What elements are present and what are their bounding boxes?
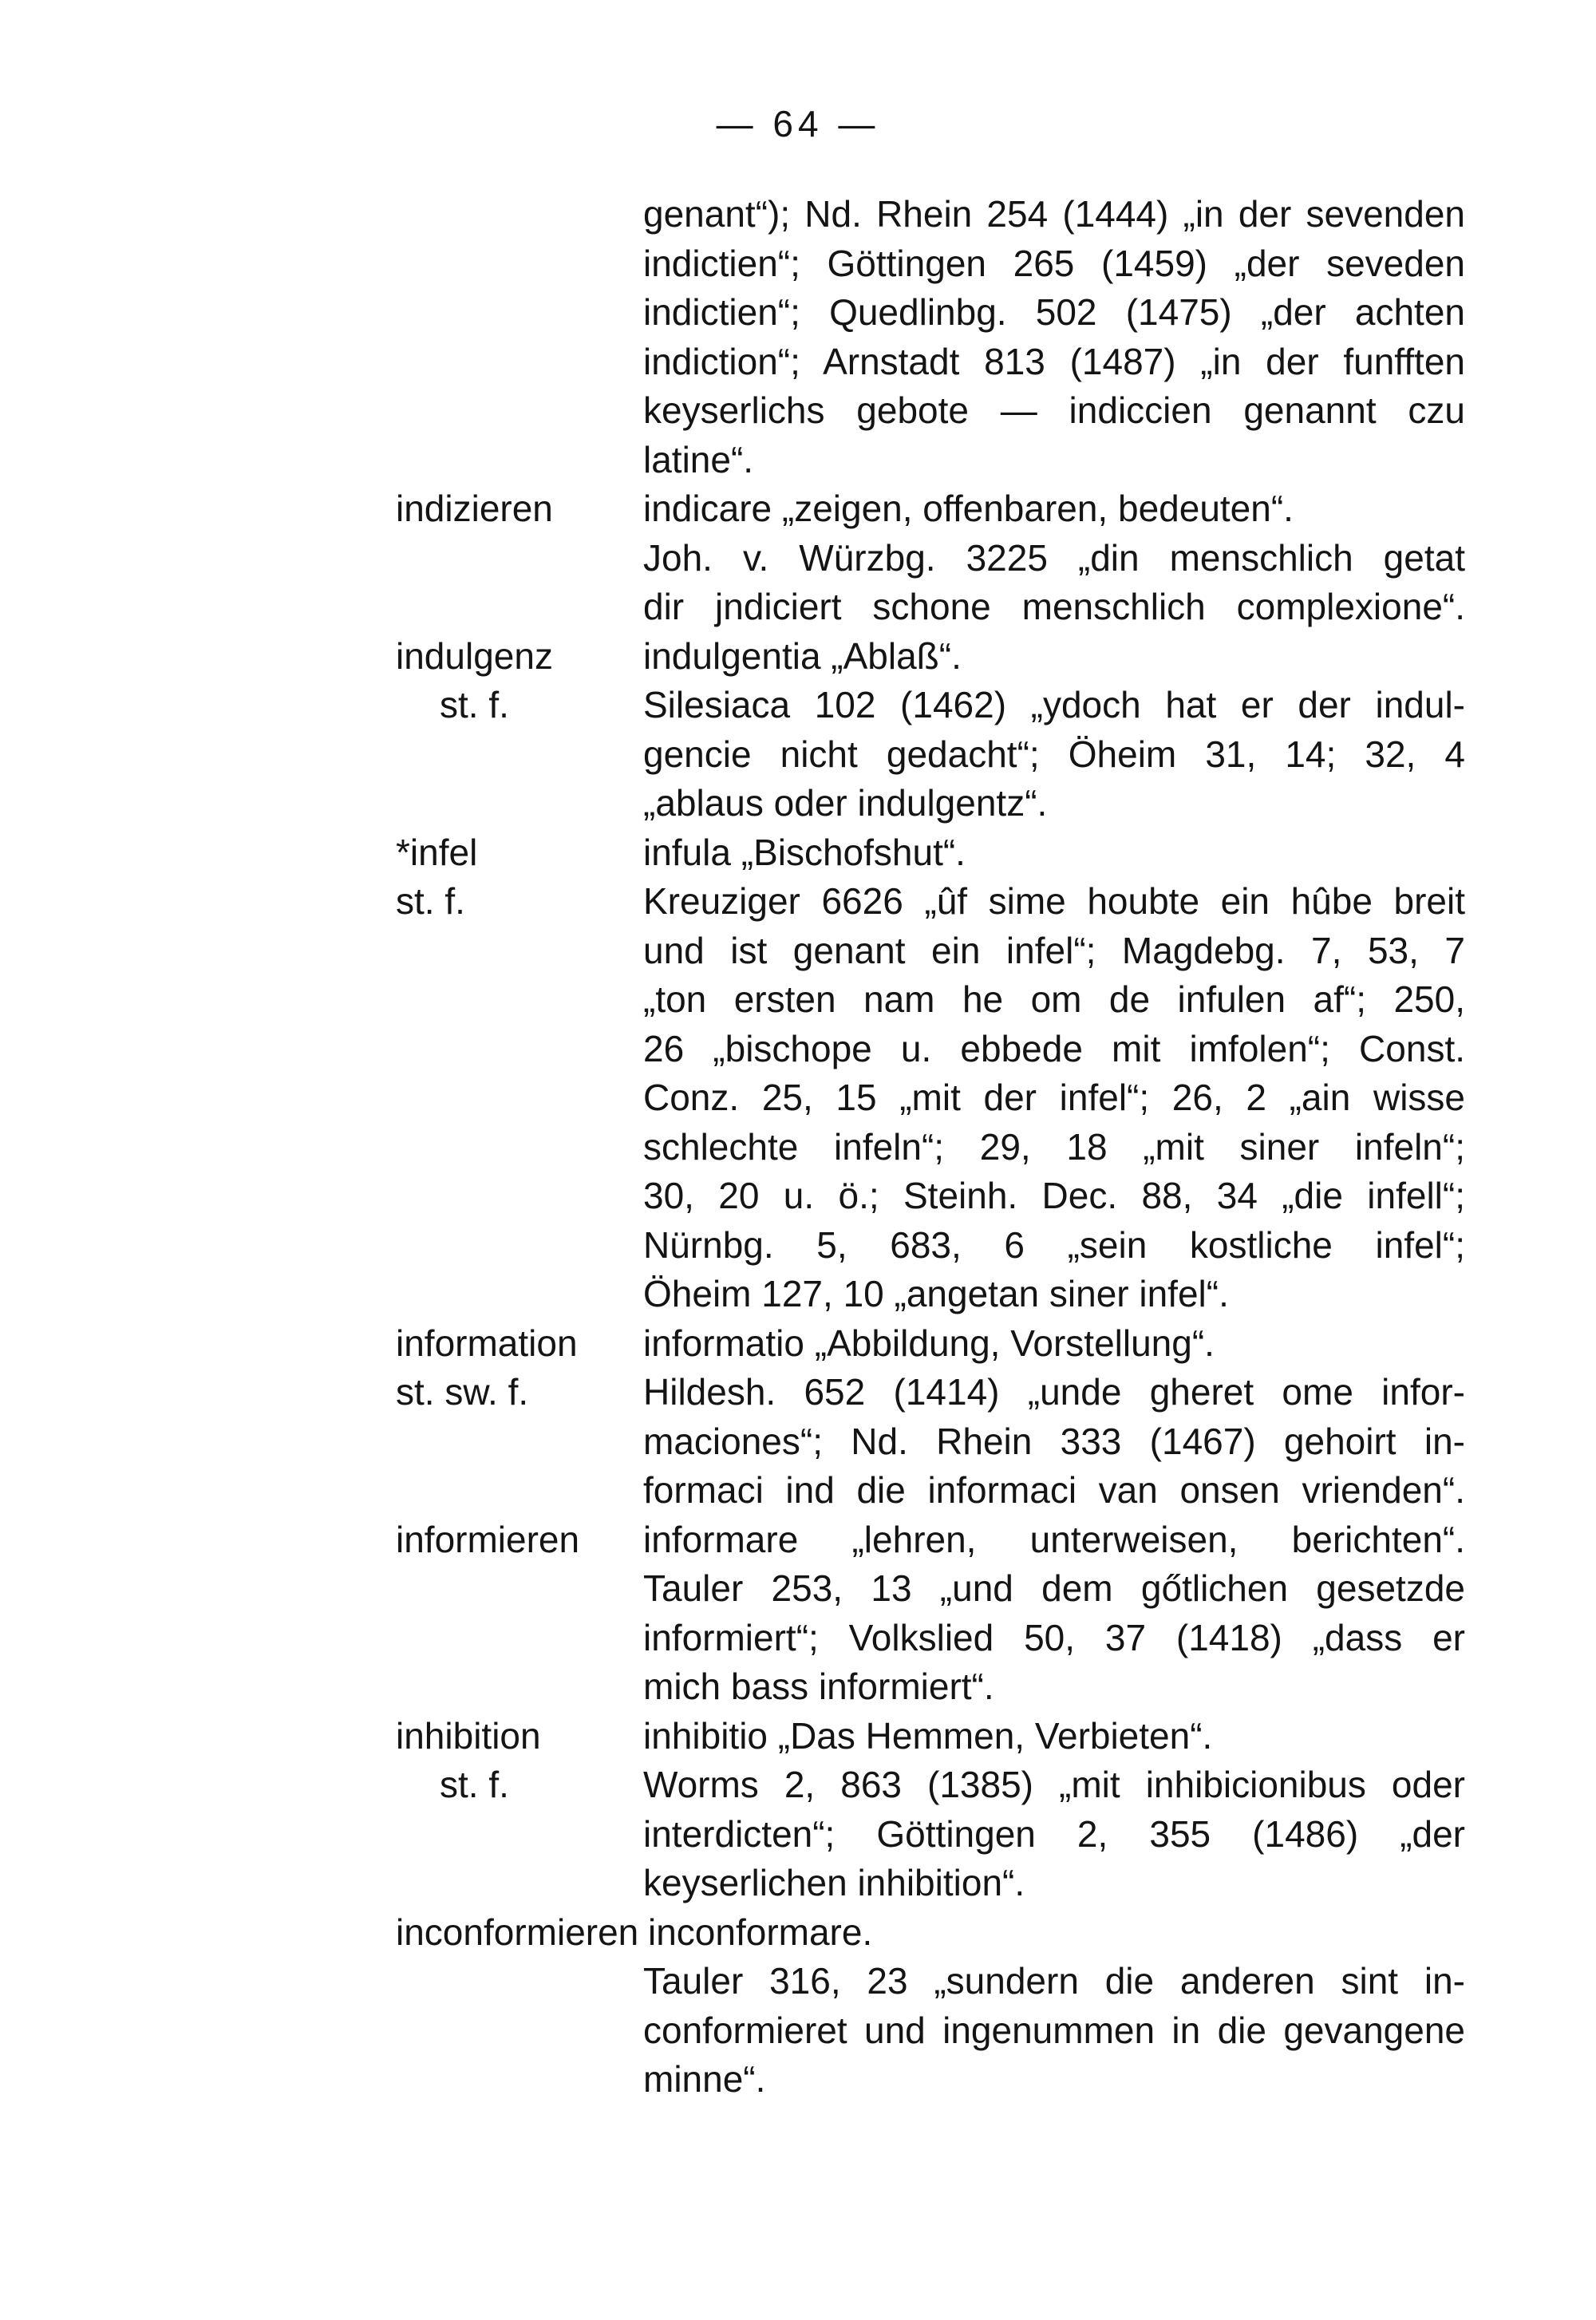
entry-line: latine“.: [643, 438, 754, 480]
entry-line: informiert“; Volkslied 50, 37 (1418) „dass er: [643, 1616, 1465, 1658]
headword: [396, 484, 635, 534]
dictionary-entries: [0, 190, 1596, 2105]
entry-line: infula „Bischofshut“.: [643, 831, 966, 873]
entry-line: Kreuziger 6626 „ûf sime houbte ein hûbe breit: [643, 880, 1465, 922]
entry-line: Worms 2, 863 (1385) „mit inhibicionibus oder: [643, 1764, 1465, 1805]
entry-line: keyserlichs gebote — indiccien genannt czu: [643, 389, 1465, 431]
entry-line: Silesiaca 102 (1462) „ydoch hat er der indul-: [643, 684, 1465, 725]
headword: [396, 1908, 795, 1958]
headword: [396, 1319, 635, 1417]
entry-line: dir jndiciert schone menschlich complexione“.: [643, 586, 1465, 627]
entry-line: indictien“; Göttingen 265 (1459) „der seveden: [643, 242, 1465, 284]
entry-indizieren: [0, 484, 1596, 632]
entry-line: indictien“; Quedlinbg. 502 (1475) „der achten: [643, 291, 1465, 333]
entry-line: mich bass informiert“.: [643, 1666, 994, 1707]
entry-line: Hildesh. 652 (1414) „unde gheret ome infor-: [643, 1371, 1465, 1413]
grammar-label: st. sw. f.: [396, 1371, 529, 1413]
entry-line: formaci ind die informaci van onsen vrienden“.: [643, 1469, 1465, 1511]
entry-line: indicare „zeigen, offenbaren, bedeuten“.: [643, 488, 1294, 529]
entry-line: Tauler 253, 13 „und dem gőtlichen gesetzde: [643, 1567, 1465, 1609]
grammar-label: st. f.: [440, 1764, 509, 1805]
entry-infel: [0, 828, 1596, 1319]
entry-line: und ist genant ein infel“; Magdebg. 7, 53, 7: [643, 929, 1465, 971]
grammar-label: st. f.: [440, 684, 509, 725]
entry-line: „ton ersten nam he om de infulen af“; 250,: [643, 978, 1465, 1020]
entry-line: 26 „bischope u. ebbede mit imfolen“; Const.: [643, 1027, 1465, 1069]
headword-text: indulgenz: [396, 634, 553, 677]
entry-line: interdicten“; Göttingen 2, 355 (1486) „der: [643, 1812, 1465, 1855]
headword: [396, 632, 635, 730]
headword-text: inhibition: [396, 1714, 541, 1757]
entry-line: inconformare.: [648, 1911, 873, 1953]
entry-line: genant“); Nd. Rhein 254 (1444) „in der sevenden: [643, 193, 1465, 235]
grammar-label: st. f.: [396, 880, 465, 922]
headword: [396, 828, 635, 927]
headword-text: indizieren: [396, 488, 553, 529]
entry-line: inhibitio „Das Hemmen, Verbieten“.: [643, 1714, 1213, 1757]
entry-information: [0, 1319, 1596, 1516]
entry-line: informare „lehren, unterweisen, berichten“.: [643, 1518, 1465, 1560]
entry-inhibition: [0, 1712, 1596, 1908]
entry-line: keyserlichen inhibition“.: [643, 1862, 1025, 1903]
entry-line: indiction“; Arnstadt 813 (1487) „in der funfften: [643, 340, 1465, 382]
entry-line: Joh. v. Würzbg. 3225 „din menschlich getat: [643, 536, 1465, 579]
entry-line: gencie nicht gedacht“; Öheim 31, 14; 32, 4: [643, 733, 1465, 775]
entry-informieren: [0, 1516, 1596, 1712]
entry-line: maciones“; Nd. Rhein 333 (1467) gehoirt in-: [643, 1420, 1465, 1462]
headword-text: information: [396, 1322, 578, 1364]
entry-line: Conz. 25, 15 „mit der infel“; 26, 2 „ain wisse: [643, 1077, 1465, 1118]
headword-text: informieren: [396, 1518, 580, 1560]
headword-text: *infel: [396, 831, 478, 873]
entry-line: Nürnbg. 5, 683, 6 „sein kostliche infel“;: [643, 1223, 1465, 1266]
continuation-entry: [0, 190, 1596, 484]
entry-inconformieren: [0, 1908, 1596, 2105]
entry-line: informatio „Abbildung, Vorstellung“.: [643, 1322, 1215, 1364]
entry-line: minne“.: [643, 2058, 766, 2100]
page-number: — 64 —: [716, 103, 880, 144]
headword: [396, 1712, 635, 1810]
entry-line: indulgentia „Ablaß“.: [643, 634, 962, 677]
entry-line: Öheim 127, 10 „angetan siner infel“.: [643, 1273, 1229, 1314]
entry-line: schlechte infeln“; 29, 18 „mit siner infeln“;: [643, 1125, 1465, 1168]
entry-line: „ablaus oder indulgentz“.: [643, 782, 1048, 824]
headword-text: inconformieren: [396, 1911, 639, 1953]
headword: [396, 1516, 635, 1565]
entry-line: Tauler 316, 23 „sundern die anderen sint in-: [643, 1960, 1465, 2002]
entry-line: 30, 20 u. ö.; Steinh. Dec. 88, 34 „die infell“;: [643, 1175, 1465, 1216]
entry-indulgenz: [0, 632, 1596, 828]
entry-line: conformieret und ingenummen in die gevangene: [643, 2009, 1465, 2051]
